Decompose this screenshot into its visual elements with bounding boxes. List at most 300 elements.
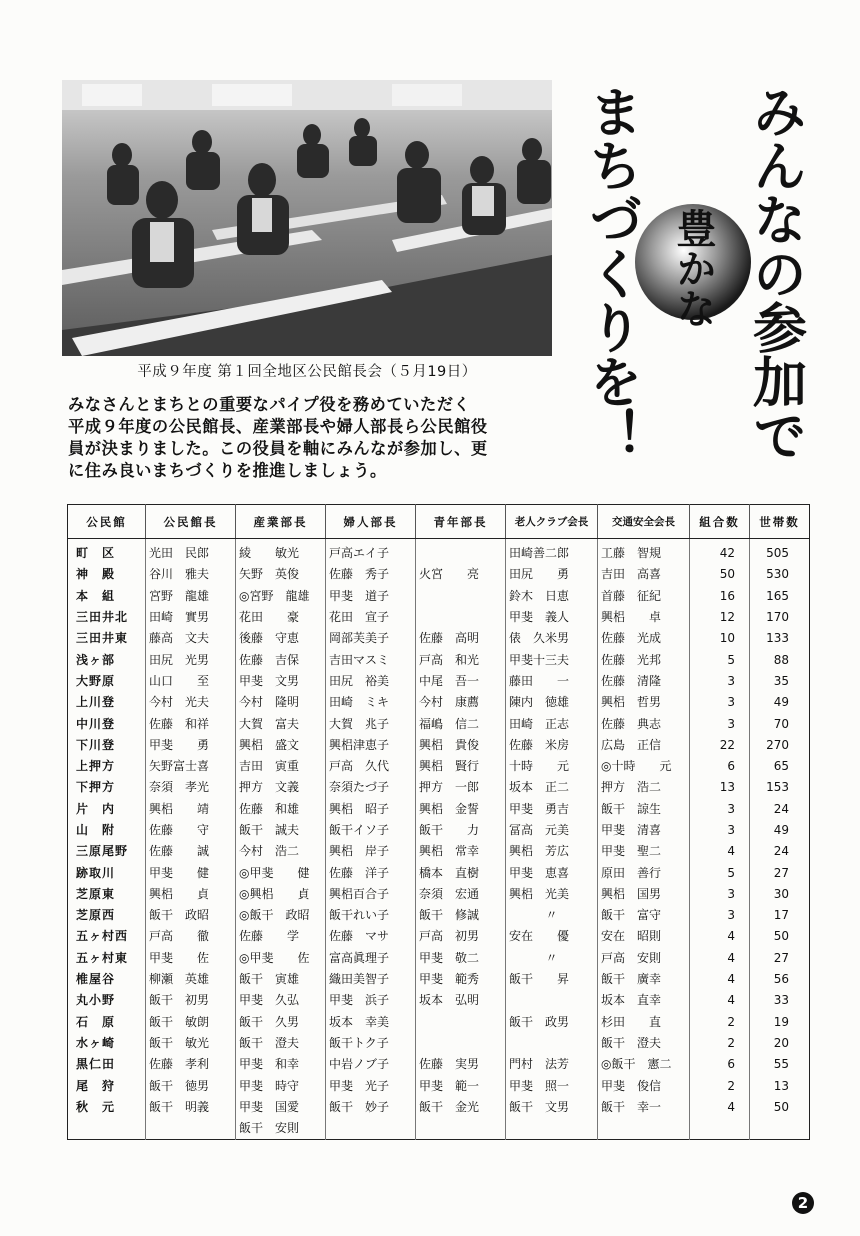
table-row (68, 1118, 810, 1140)
table-cell (416, 607, 506, 628)
table-cell: 飯干 富守 (598, 905, 690, 926)
column-header: 青年部長 (416, 505, 506, 539)
table-cell: 飯干 明義 (146, 1097, 236, 1118)
table-cell: 2 (690, 1012, 750, 1033)
table-cell: 興梠 卓 (598, 607, 690, 628)
table-cell: 興梠 貴俊 (416, 735, 506, 756)
table-row (68, 713, 810, 734)
table-cell: 安在 優 (506, 926, 598, 947)
district-name: 水ヶ崎 (76, 1035, 116, 1050)
table-cell: 興梠 昭子 (326, 799, 416, 820)
table-cell: 22 (690, 735, 750, 756)
table-cell: 火宮 亮 (416, 564, 506, 585)
district-name: 芝原西 (76, 908, 116, 923)
table-cell (506, 990, 598, 1011)
table-cell: 飯干れい子 (326, 905, 416, 926)
table-cell: 門村 法芳 (506, 1054, 598, 1075)
table-cell: 俵 久米男 (506, 628, 598, 649)
table-cell: 興梠 靖 (146, 799, 236, 820)
table-cell: 綾 敏光 (236, 539, 326, 565)
district-name: 本 組 (76, 588, 116, 603)
table-cell: 3 (690, 671, 750, 692)
table-row (68, 884, 810, 905)
district-name: 尾 狩 (76, 1078, 116, 1093)
table-cell: 飯干 文男 (506, 1097, 598, 1118)
table-cell: 飯干 力 (416, 820, 506, 841)
table-cell: 27 (750, 862, 810, 883)
table-cell: 中尾 吾一 (416, 671, 506, 692)
table-cell: 興梠 常幸 (416, 841, 506, 862)
table-cell: 佐藤 米房 (506, 735, 598, 756)
table-cell: 田尻 勇 (506, 564, 598, 585)
column-header: 交通安全会長 (598, 505, 690, 539)
table-cell: 戸高 久代 (326, 756, 416, 777)
table-cell: 興梠 岸子 (326, 841, 416, 862)
table-cell: 田崎善二郎 (506, 539, 598, 565)
table-cell: 飯干 廣幸 (598, 969, 690, 990)
table-cell: 佐藤 清隆 (598, 671, 690, 692)
table-cell: 今村 隆明 (236, 692, 326, 713)
table-row (68, 1033, 810, 1054)
table-cell: 佐藤 吉保 (236, 649, 326, 670)
table-cell: 興梠 国男 (598, 884, 690, 905)
table-cell: ◎宮野 龍雄 (236, 586, 326, 607)
table-cell: 270 (750, 735, 810, 756)
table-row (68, 926, 810, 947)
district-name (68, 1118, 146, 1140)
table-cell: 戸高エイ子 (326, 539, 416, 565)
table-cell: ◎飯干 憲二 (598, 1054, 690, 1075)
table-cell: 吉田マスミ (326, 649, 416, 670)
table-cell: ◎甲斐 佐 (236, 948, 326, 969)
district-name: 町 区 (76, 546, 116, 561)
table-cell: 甲斐十三夫 (506, 649, 598, 670)
district-name: 跡取川 (76, 865, 116, 880)
table-cell: 飯干 昇 (506, 969, 598, 990)
table-cell: 50 (750, 926, 810, 947)
table-cell: 谷川 雅夫 (146, 564, 236, 585)
officers-table (67, 504, 810, 1140)
table-cell: 佐藤 マサ (326, 926, 416, 947)
district-name: 中川登 (76, 716, 116, 731)
table-cell: 飯干 敏朗 (146, 1012, 236, 1033)
table-body (68, 539, 810, 1140)
table-cell: 飯干 妙子 (326, 1097, 416, 1118)
table-cell: 甲斐 道子 (326, 586, 416, 607)
table-cell (506, 1033, 598, 1054)
table-cell: 田崎 實男 (146, 607, 236, 628)
table-cell: 佐藤 洋子 (326, 862, 416, 883)
table-cell: 飯干 政昭 (146, 905, 236, 926)
district-name: 三田井北 (76, 610, 129, 625)
table-cell: 170 (750, 607, 810, 628)
table-cell: 飯干トク子 (326, 1033, 416, 1054)
table-cell: 戸高 徹 (146, 926, 236, 947)
table-header-row (68, 505, 810, 539)
table-cell: 49 (750, 820, 810, 841)
table-cell: 甲斐 時守 (236, 1075, 326, 1096)
table-cell: 佐藤 典志 (598, 713, 690, 734)
table-row (68, 841, 810, 862)
table-cell: 飯干イソ子 (326, 820, 416, 841)
table-cell: 165 (750, 586, 810, 607)
table-cell: 佐藤 孝利 (146, 1054, 236, 1075)
table-cell: 田尻 裕美 (326, 671, 416, 692)
table-row (68, 564, 810, 585)
column-header: 産業部長 (236, 505, 326, 539)
table-cell: 42 (690, 539, 750, 565)
table-cell: 甲斐 健 (146, 862, 236, 883)
intro-line: 平成９年度の公民館長、産業部長や婦人部長ら公民館役 (68, 417, 488, 436)
district-name: 芝原東 (76, 886, 116, 901)
table-cell: 興梠百合子 (326, 884, 416, 905)
table-cell: 133 (750, 628, 810, 649)
table-cell: 佐藤 高明 (416, 628, 506, 649)
table-cell: 甲斐 範一 (416, 1075, 506, 1096)
district-name: 五ヶ村東 (76, 950, 129, 965)
table-cell: 〃 (506, 948, 598, 969)
table-cell: 飯干 誠夫 (236, 820, 326, 841)
table-cell: 飯干 修誠 (416, 905, 506, 926)
table-row (68, 1075, 810, 1096)
table-cell: ◎十時 元 (598, 756, 690, 777)
table-cell: 6 (690, 756, 750, 777)
table-cell: 光田 民郎 (146, 539, 236, 565)
table-cell: 56 (750, 969, 810, 990)
table-cell: 押方 一郎 (416, 777, 506, 798)
district-name: 下押方 (76, 780, 116, 795)
table-cell: 押方 浩二 (598, 777, 690, 798)
headline-column-1: みんなの参加で (744, 84, 808, 462)
table-row (68, 990, 810, 1011)
district-name: 丸小野 (76, 993, 116, 1008)
table-cell: 藤田 一 (506, 671, 598, 692)
district-name: 秋 元 (76, 1099, 116, 1114)
table-cell: 十時 元 (506, 756, 598, 777)
table-cell: 佐藤 学 (236, 926, 326, 947)
table-cell: 甲斐 義人 (506, 607, 598, 628)
district-name: 椎屋谷 (76, 972, 116, 987)
headline (568, 84, 818, 484)
table-row (68, 777, 810, 798)
table-cell: 田尻 光男 (146, 649, 236, 670)
table-row (68, 671, 810, 692)
table-cell: ◎興梠 貞 (236, 884, 326, 905)
table-cell: 杉田 直 (598, 1012, 690, 1033)
table-cell: 藤高 文夫 (146, 628, 236, 649)
table-cell: 16 (690, 586, 750, 607)
table-cell: 矢野 英俊 (236, 564, 326, 585)
table-cell: 甲斐 清喜 (598, 820, 690, 841)
column-header: 婦人部長 (326, 505, 416, 539)
table-cell: 陳内 徳雄 (506, 692, 598, 713)
table-cell (690, 1118, 750, 1140)
table-cell: 24 (750, 799, 810, 820)
table-cell: 飯干 幸一 (598, 1097, 690, 1118)
intro-line: みなさんとまちとの重要なパイプ役を務めていただく (68, 395, 471, 414)
table-cell: 今村 光夫 (146, 692, 236, 713)
table-cell: 甲斐 文男 (236, 671, 326, 692)
table-cell: 3 (690, 799, 750, 820)
table-row (68, 1054, 810, 1075)
table-cell: 興梠 哲男 (598, 692, 690, 713)
table-row (68, 586, 810, 607)
table-cell: 奈須たづ子 (326, 777, 416, 798)
table-row (68, 692, 810, 713)
column-header: 老人クラブ会長 (506, 505, 598, 539)
table-cell: 富高眞理子 (326, 948, 416, 969)
table-cell: 甲斐 勇 (146, 735, 236, 756)
table-cell: 興梠 盛文 (236, 735, 326, 756)
table-cell: 矢野富士喜 (146, 756, 236, 777)
table-cell: 首藤 征紀 (598, 586, 690, 607)
table-row (68, 649, 810, 670)
table-cell: ◎飯干 政昭 (236, 905, 326, 926)
table-cell (416, 539, 506, 565)
table-cell: 佐藤 光邦 (598, 649, 690, 670)
table-cell: 坂本 幸美 (326, 1012, 416, 1033)
table-cell: 甲斐 恵喜 (506, 862, 598, 883)
table-cell: 興梠 金誓 (416, 799, 506, 820)
table-cell: 10 (690, 628, 750, 649)
table-cell: 飯干 諒生 (598, 799, 690, 820)
table-cell: 13 (690, 777, 750, 798)
table-cell: 飯干 徳男 (146, 1075, 236, 1096)
table-cell: 坂本 直幸 (598, 990, 690, 1011)
table-cell: 3 (690, 692, 750, 713)
table-row (68, 539, 810, 565)
table-cell: 鈴木 日恵 (506, 586, 598, 607)
table-cell: 後藤 守恵 (236, 628, 326, 649)
table-cell: 佐藤 秀子 (326, 564, 416, 585)
table-cell: 12 (690, 607, 750, 628)
table-cell: 佐藤 和祥 (146, 713, 236, 734)
table-cell: 奈須 宏通 (416, 884, 506, 905)
table-cell: 3 (690, 820, 750, 841)
table-cell: 33 (750, 990, 810, 1011)
table-row (68, 820, 810, 841)
table-cell: 甲斐 俊信 (598, 1075, 690, 1096)
table-cell (416, 1012, 506, 1033)
intro-line: 員が決まりました。この役員を軸にみんなが参加し、更 (68, 439, 488, 458)
table-cell: 〃 (506, 905, 598, 926)
table-cell: 35 (750, 671, 810, 692)
table-cell: 27 (750, 948, 810, 969)
intro-text (68, 394, 558, 482)
table-cell: 4 (690, 1097, 750, 1118)
table-cell: 戸高 安則 (598, 948, 690, 969)
district-name: 黒仁田 (76, 1057, 116, 1072)
table-cell: 甲斐 照一 (506, 1075, 598, 1096)
table-row (68, 905, 810, 926)
table-cell: 佐藤 守 (146, 820, 236, 841)
table-cell: 興梠 賢行 (416, 756, 506, 777)
table-row (68, 969, 810, 990)
table-cell: 佐藤 和雄 (236, 799, 326, 820)
table-cell: 花田 宣子 (326, 607, 416, 628)
table-cell: 甲斐 勇吉 (506, 799, 598, 820)
table-cell: 飯干 金光 (416, 1097, 506, 1118)
table-cell: 530 (750, 564, 810, 585)
table-cell: 5 (690, 649, 750, 670)
table-cell: 甲斐 聖二 (598, 841, 690, 862)
table-cell: 原田 善行 (598, 862, 690, 883)
table-row (68, 1012, 810, 1033)
table-cell: 3 (690, 905, 750, 926)
table-cell: 吉田 寅重 (236, 756, 326, 777)
table-cell: 甲斐 佐 (146, 948, 236, 969)
table-cell: ◎甲斐 健 (236, 862, 326, 883)
table-cell: 甲斐 久弘 (236, 990, 326, 1011)
table-row (68, 948, 810, 969)
table-row (68, 735, 810, 756)
table-cell: 押方 文義 (236, 777, 326, 798)
table-cell: 50 (750, 1097, 810, 1118)
table-cell: 17 (750, 905, 810, 926)
table-row (68, 756, 810, 777)
table-cell: 5 (690, 862, 750, 883)
table-cell: 橋本 直樹 (416, 862, 506, 883)
table-cell: 今村 浩二 (236, 841, 326, 862)
table-cell: 88 (750, 649, 810, 670)
table-row (68, 607, 810, 628)
table-cell (750, 1118, 810, 1140)
intro-line: に住み良いまちづくりを推進しましょう。 (68, 461, 387, 480)
table-cell: 戸高 初男 (416, 926, 506, 947)
table-cell: 広島 正信 (598, 735, 690, 756)
district-name: 大野原 (76, 673, 116, 688)
table-cell: 2 (690, 1033, 750, 1054)
table-cell (416, 1118, 506, 1140)
table-row (68, 1097, 810, 1118)
table-row (68, 799, 810, 820)
table-cell: 3 (690, 713, 750, 734)
district-name: 下川登 (76, 737, 116, 752)
table-cell: 織田美智子 (326, 969, 416, 990)
table-cell: 福嶋 信二 (416, 713, 506, 734)
table-cell (506, 1118, 598, 1140)
district-name: 上押方 (76, 759, 116, 774)
table-cell: 153 (750, 777, 810, 798)
table-cell: 山口 至 (146, 671, 236, 692)
table-cell: 甲斐 敬二 (416, 948, 506, 969)
table-cell: 4 (690, 926, 750, 947)
table-cell: 田崎 正志 (506, 713, 598, 734)
table-cell: 55 (750, 1054, 810, 1075)
table-cell: 飯干 寅雄 (236, 969, 326, 990)
headline-circle-text: 豊かな (670, 208, 716, 328)
table-cell: 13 (750, 1075, 810, 1096)
district-name: 三原尾野 (76, 844, 129, 859)
table-cell: 興梠津恵子 (326, 735, 416, 756)
table-cell: 20 (750, 1033, 810, 1054)
table-cell: 甲斐 範秀 (416, 969, 506, 990)
table-cell: 3 (690, 884, 750, 905)
table-cell: 花田 豪 (236, 607, 326, 628)
table-cell: 飯干 久男 (236, 1012, 326, 1033)
column-header: 公民館 (68, 505, 146, 539)
table-cell: 4 (690, 990, 750, 1011)
table-cell: 安在 昭則 (598, 926, 690, 947)
table-cell: 19 (750, 1012, 810, 1033)
table-cell: 坂本 弘明 (416, 990, 506, 1011)
table-cell: 飯干 澄夫 (236, 1033, 326, 1054)
column-header: 世帯数 (750, 505, 810, 539)
table-cell (326, 1118, 416, 1140)
table-cell: 興梠 貞 (146, 884, 236, 905)
table-cell: 飯干 政男 (506, 1012, 598, 1033)
table-cell: 飯干 初男 (146, 990, 236, 1011)
table-cell: 30 (750, 884, 810, 905)
table-cell (146, 1118, 236, 1140)
table-cell: 岡部芙美子 (326, 628, 416, 649)
table-cell: 4 (690, 948, 750, 969)
table-cell: 奈須 孝光 (146, 777, 236, 798)
table-cell: 宮野 龍雄 (146, 586, 236, 607)
table-cell: 505 (750, 539, 810, 565)
table-cell: 50 (690, 564, 750, 585)
table-cell: 49 (750, 692, 810, 713)
table-cell: 興梠 光美 (506, 884, 598, 905)
district-name: 浅ヶ部 (76, 652, 116, 667)
table-cell: 飯干 澄夫 (598, 1033, 690, 1054)
table-cell: 今村 康薦 (416, 692, 506, 713)
table-cell (416, 586, 506, 607)
meeting-photo (62, 80, 552, 356)
table-row (68, 628, 810, 649)
table-cell: 田崎 ミキ (326, 692, 416, 713)
district-name: 石 原 (76, 1014, 116, 1029)
table-cell: 坂本 正二 (506, 777, 598, 798)
table-cell: 2 (690, 1075, 750, 1096)
table-cell: 興梠 芳広 (506, 841, 598, 862)
table-cell: 大賀 兆子 (326, 713, 416, 734)
table-row (68, 862, 810, 883)
table-cell: 24 (750, 841, 810, 862)
column-header: 組合数 (690, 505, 750, 539)
table-cell (598, 1118, 690, 1140)
table-cell: 冨高 元美 (506, 820, 598, 841)
table-cell (416, 1033, 506, 1054)
table-cell: 4 (690, 841, 750, 862)
table-cell: 6 (690, 1054, 750, 1075)
district-name: 上川登 (76, 695, 116, 710)
table-cell: 柳瀬 英雄 (146, 969, 236, 990)
table-cell: 65 (750, 756, 810, 777)
column-header: 公民館長 (146, 505, 236, 539)
district-name: 神 殿 (76, 567, 116, 582)
table-cell: 飯干 敏光 (146, 1033, 236, 1054)
table-cell: 甲斐 光子 (326, 1075, 416, 1096)
table-cell: 佐藤 光成 (598, 628, 690, 649)
district-name: 山 附 (76, 823, 116, 837)
table-cell: 70 (750, 713, 810, 734)
table-cell: 甲斐 国愛 (236, 1097, 326, 1118)
page-number: 2 (792, 1192, 814, 1214)
table-cell: 吉田 高喜 (598, 564, 690, 585)
table-cell: 大賀 富夫 (236, 713, 326, 734)
table-cell: 中岩ノブ子 (326, 1054, 416, 1075)
table-cell: 甲斐 浜子 (326, 990, 416, 1011)
table-cell: 工藤 智規 (598, 539, 690, 565)
table-cell: 佐藤 誠 (146, 841, 236, 862)
table-cell: 佐藤 実男 (416, 1054, 506, 1075)
district-name: 三田井東 (76, 631, 129, 646)
table-cell: 甲斐 和幸 (236, 1054, 326, 1075)
table-cell: 戸高 和光 (416, 649, 506, 670)
headline-column-2: まちづくりを！ (580, 84, 644, 462)
district-name: 五ヶ村西 (76, 929, 129, 944)
